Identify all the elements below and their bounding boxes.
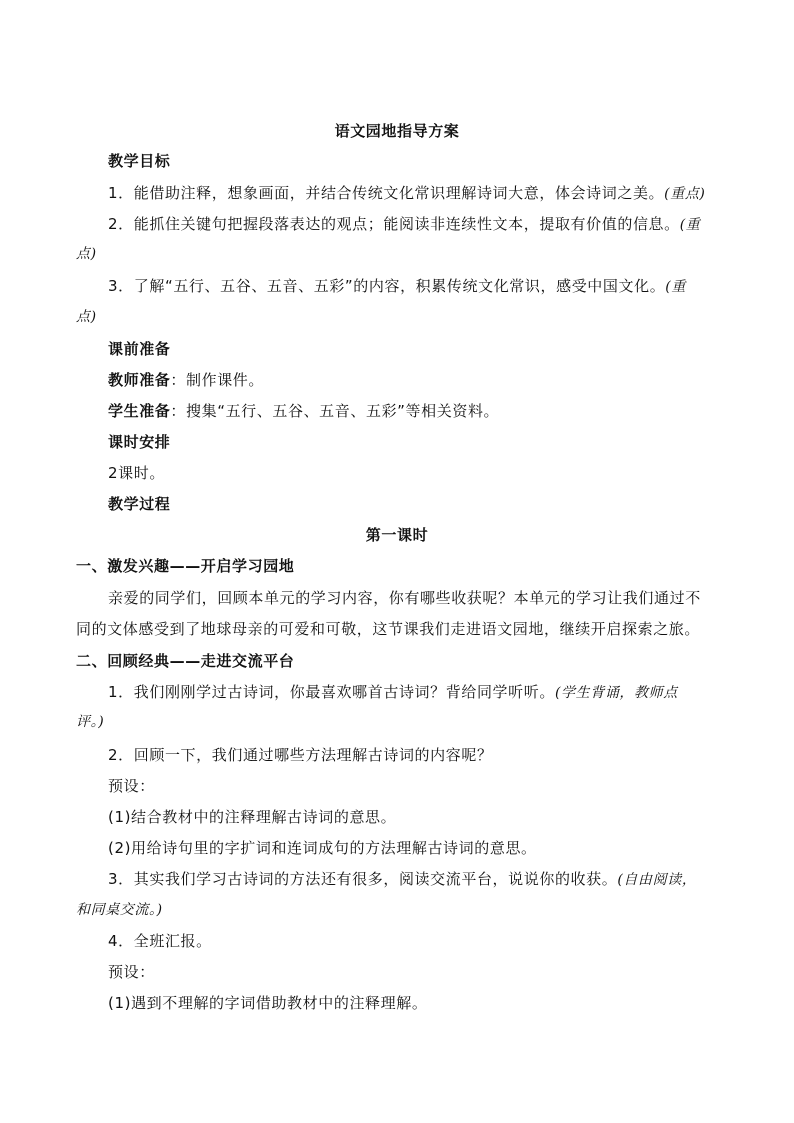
prep-heading: 课前准备: [108, 340, 171, 358]
preset-label-1: 预设：: [108, 777, 155, 795]
preset-1-item-a: (1)结合教材中的注释理解古诗词的意思。: [108, 808, 397, 826]
preset-2-item-a: (1)遇到不理解的字词借助教材中的注释理解。: [108, 994, 428, 1012]
goal-2-note-cont: 点): [76, 246, 97, 262]
teacher-prep: [108, 370, 720, 390]
student-prep: [108, 401, 720, 421]
question-3-note-cont: 和同桌交流。): [76, 902, 163, 918]
question-1-text: 1．我们刚刚学过古诗词，你最喜欢哪首古诗词？背给同学听听。: [108, 683, 555, 701]
question-4: 4．全班汇报。: [108, 932, 212, 950]
goal-3: [108, 276, 720, 297]
goal-3-text: 3．了解“五行、五谷、五音、五彩”的内容，积累传统文化常识，感受中国文化。: [108, 277, 666, 295]
question-1-note: (学生背诵，教师点: [554, 685, 678, 701]
goal-2-note: (重: [679, 217, 701, 233]
document-title: 语文园地指导方案: [334, 122, 460, 140]
goal-2: [108, 214, 720, 235]
preset-label-2: 预设：: [108, 963, 155, 981]
student-prep-label: 学生准备: [108, 402, 171, 420]
part-1-paragraph-cont: 同的文体感受到了地球母亲的可爱和可敬，这节课我们走进语文园地，继续开启探索之旅。: [76, 620, 701, 638]
question-3: [108, 869, 720, 890]
lesson-1-heading: 第一课时: [365, 526, 429, 544]
part-1-heading: 一、激发兴趣——开启学习园地: [76, 557, 295, 575]
schedule-heading: 课时安排: [108, 433, 171, 451]
question-1: [108, 682, 720, 703]
goal-1-note: (重点): [664, 186, 706, 202]
goal-3-note: (重: [665, 279, 686, 295]
goal-3-note-cont: 点): [76, 309, 97, 325]
teacher-prep-label: 教师准备: [108, 371, 171, 389]
part-1-paragraph: 亲爱的同学们，回顾本单元的学习内容，你有哪些收获呢？本单元的学习让我们通过不: [108, 589, 701, 607]
process-heading: 教学过程: [108, 495, 171, 513]
question-3-text: 3．其实我们学习古诗词的方法还有很多，阅读交流平台，说说你的收获。: [108, 870, 618, 888]
goals-heading: 教学目标: [108, 152, 171, 170]
goal-2-text: 2．能抓住关键句把握段落表达的观点；能阅读非连续性文本，提取有价值的信息。: [108, 215, 680, 233]
teacher-prep-text: ：制作课件。: [170, 371, 265, 389]
question-2: 2．回顾一下，我们通过哪些方法理解古诗词的内容呢？: [108, 746, 493, 764]
question-1-note-cont: 评。): [76, 714, 105, 730]
schedule-text: 2课时。: [108, 464, 165, 482]
student-prep-text: ：搜集“五行、五谷、五音、五彩”等相关资料。: [170, 402, 500, 420]
goal-1: [108, 183, 720, 204]
goal-1-text: 1．能借助注释，想象画面，并结合传统文化常识理解诗词大意，体会诗词之美。: [108, 184, 665, 202]
question-3-note: (自由阅读，: [617, 872, 697, 888]
part-2-heading: 二、回顾经典——走进交流平台: [76, 652, 295, 670]
preset-1-item-b: (2)用给诗句里的字扩词和连词成句的方法理解古诗词的意思。: [108, 839, 537, 857]
